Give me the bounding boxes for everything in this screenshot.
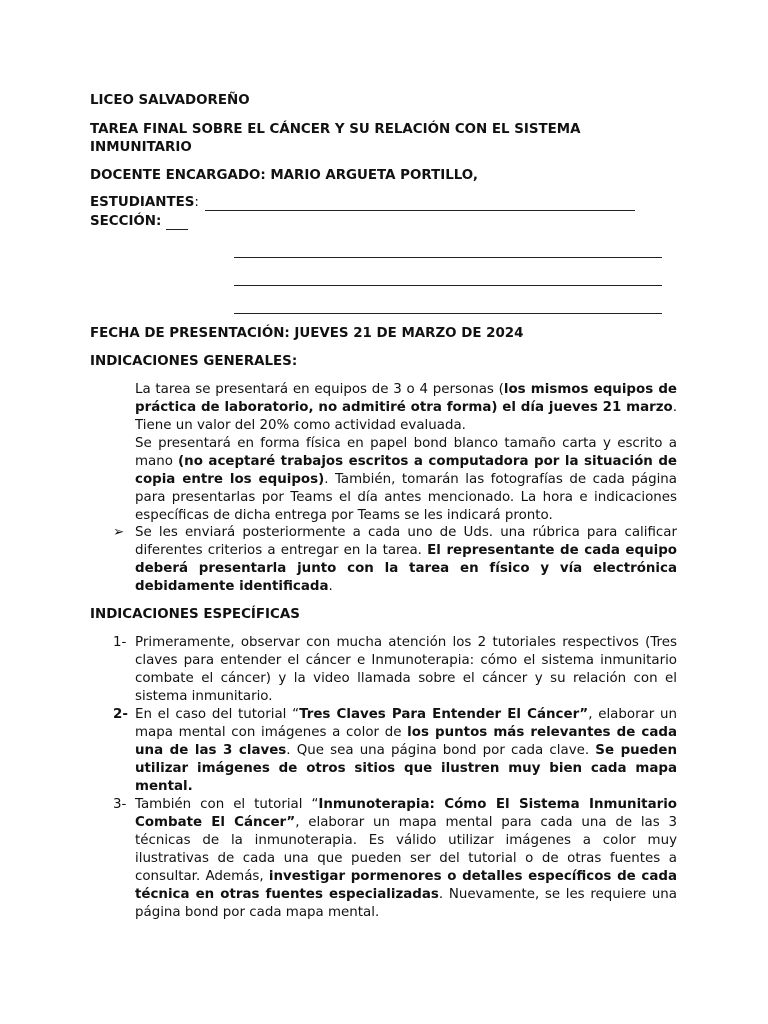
students-blank-line-3[interactable] [234,285,662,286]
specific-item-3 [135,796,677,922]
p3-text-bold: El representante de cada equipo deberá presentarla junto con la tarea en físico y vía electrónica debidamente identificada [135,543,678,594]
general-paragraph-1 [135,381,677,435]
item-1-number: 1- [113,635,127,650]
item-3-text-bold: investigar pormenores o detalles específicos de cada técnica en otras fuentes especializadas [135,869,678,902]
general-paragraph-3 [135,524,677,596]
p2-text-c: . También, tomarán las fotografías de cada página para presentarlas por Teams el día antes mencionado. La hora e indicaciones específicas de dicha entrega por Teams se les indicará pronto. [135,472,677,523]
section-label: SECCIÓN: [90,214,162,229]
general-heading: INDICACIONES GENERALES: [90,354,298,369]
title-line-1: TAREA FINAL SOBRE EL CÁNCER Y SU RELACIÓN CON EL SISTEMA [90,122,581,137]
item-1-text: Primeramente, observar con mucha atención los 2 tutoriales respectivos (Tres claves para entender el cáncer e Inmunoterapia: cómo el sistema inmunitario combate el cáncer) y la video llamada sobre el cáncer y su relación con el sistema inmunitario. [135,635,677,704]
section-blank-line[interactable] [166,229,188,230]
p1-text-bold: los mismos equipos de práctica de laboratorio, no admitiré otra forma) el día jueves 21 marzo [135,382,678,415]
item-2-text-bold-2: Se pueden utilizar imágenes de otros sitios que ilustren muy bien cada mapa mental. [135,743,677,794]
specific-heading: INDICACIONES ESPECÍFICAS [90,607,300,622]
p2-text-a: Se presentará en forma física en papel bond blanco tamaño carta y escrito a mano [135,436,677,469]
p3-text-c: . [328,579,333,594]
students-colon: : [194,195,199,210]
item-2-text-a: En el caso del tutorial “ [135,707,300,722]
students-blank-line-2[interactable] [234,257,662,258]
teacher-line: DOCENTE ENCARGADO: MARIO ARGUETA PORTILLO, [90,168,478,183]
item-2-text-e: . Que sea una página bond por cada clave. [286,743,596,758]
item-3-text-a: También con el tutorial “ [135,797,319,812]
students-label-text: ESTUDIANTES [90,195,195,210]
students-blank-line-1[interactable] [205,210,635,211]
students-blank-line-4[interactable] [234,313,662,314]
students-label [90,194,199,212]
item-3-text-e: . Nuevamente, se les requiere una página bond por cada mapa mental. [135,887,677,920]
p1-text-c: . Tiene un valor del 20% como actividad evaluada. [135,400,677,433]
school-name: LICEO SALVADOREÑO [90,93,250,108]
item-2-tutorial-title: Tres Claves Para Entender El Cáncer” [299,707,589,722]
item-2-text-bold: los puntos más relevantes de cada una de las 3 claves [135,725,677,758]
item-3-text-c: , elaborar un mapa mental para cada una de las 3 técnicas de la inmunoterapia. Es válido utilizar imágenes a color muy ilustrativas de cada una que pueden ser del tutorial o de otras fuentes a consultar. Además, [135,815,677,884]
specific-item-1 [135,634,677,706]
specific-item-2 [135,706,677,796]
item-3-tutorial-title: Inmunoterapia: Cómo El Sistema Inmunitario Combate El Cáncer” [135,797,678,830]
p1-text-a: La tarea se presentará en equipos de 3 o 4 personas ( [135,382,504,397]
assignment-title [90,121,581,157]
arrow-bullet-icon: ➢ [113,525,125,540]
item-2-number: 2- [113,707,128,722]
item-3-number: 3- [113,797,127,812]
p3-text-a: Se les enviará posteriormente a cada uno de Uds. una rúbrica para calificar diferentes criterios a entregar en la tarea. [135,525,677,558]
presentation-date: FECHA DE PRESENTACIÓN: JUEVES 21 DE MARZO DE 2024 [90,326,524,341]
title-line-2: INMUNITARIO [90,140,192,155]
general-paragraph-2 [135,435,677,525]
p2-text-bold: (no aceptaré trabajos escritos a computadora por la situación de copia entre los equipos) [135,454,678,487]
item-2-text-c: , elaborar un mapa mental con imágenes a color de [135,707,678,740]
